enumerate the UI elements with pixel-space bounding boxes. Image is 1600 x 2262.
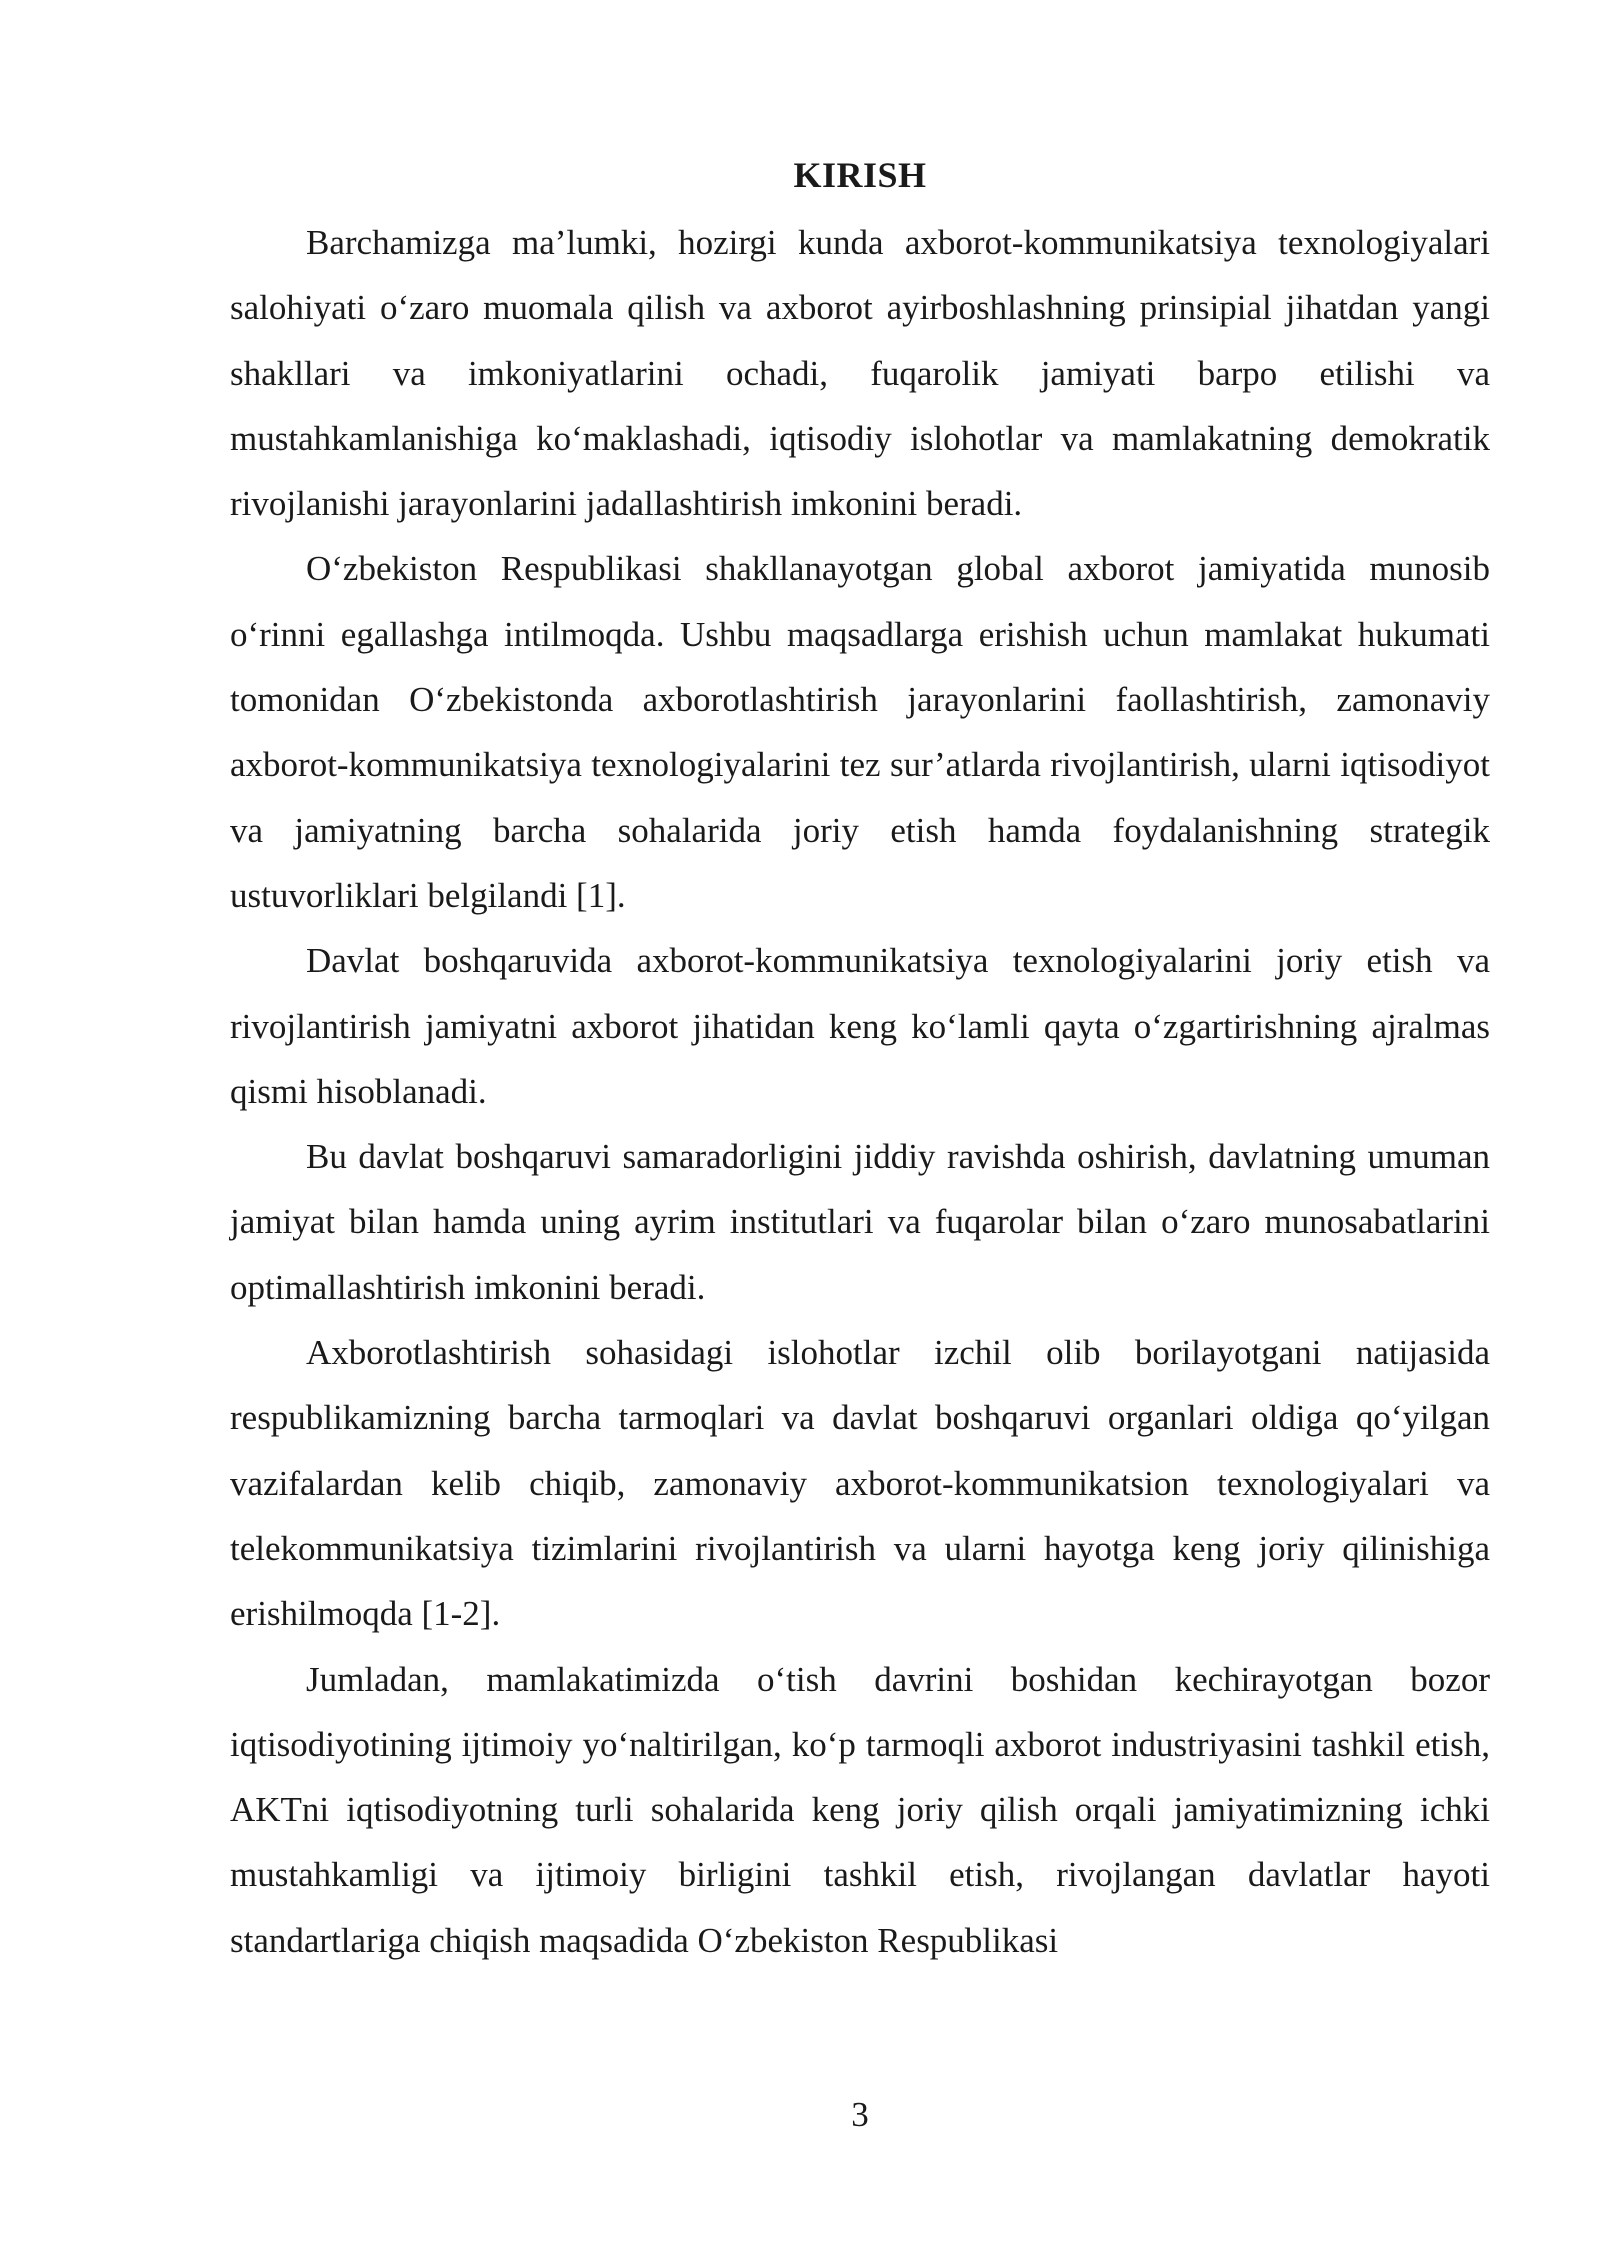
- paragraph: Jumladan, mamlakatimizda o‘tish davrini boshidan kechirayotgan bozor iqtisodiyotining ijtimoiy yo‘naltirilgan, ko‘p tarmoqli axborot industriyasini tashkil etish, AKTni iqtisodiyotning turli sohalarida keng joriy qilish orqali jamiyatimizning ichki mustahkamligi va ijtimoiy birligini tashkil etish, rivojlangan davlatlar hayoti standartlariga chiqish maqsadida O‘zbekiston Respublikasi: [230, 1659, 1490, 1960]
- body-text: [230, 210, 1490, 1973]
- paragraph: Davlat boshqaruvida axborot-kommunikatsiya texnologiyalarini joriy etish va rivojlantirish jamiyatni axborot jihatidan keng ko‘lamli qayta o‘zgartirishning ajralmas qismi hisoblanadi.: [230, 941, 1490, 1111]
- paragraph: Axborotlashtirish sohasidagi islohotlar izchil olib borilayotgani natijasida respublikamizning barcha tarmoqlari va davlat boshqaruvi organlari oldiga qo‘yilgan vazifalardan kelib chiqib, zamonaviy axborot-kommunikatsion texnologiyalari va telekommunikatsiya tizimlarini rivojlantirish va ularni hayotga keng joriy qilinishiga erishilmoqda [1-2].: [230, 1333, 1490, 1634]
- paragraph: Barchamizga ma’lumki, hozirgi kunda axborot-kommunikatsiya texnologiyalari salohiyati o‘zaro muomala qilish va axborot ayirboshlashning prinsipial jihatdan yangi shakllari va imkoniyatlarini ochadi, fuqarolik jamiyati barpo etilishi va mustahkamlanishiga ko‘maklashadi, iqtisodiy islohotlar va mamlakatning demokratik rivojlanishi jarayonlarini jadallashtirish imkonini beradi.: [230, 223, 1490, 524]
- section-heading: KIRISH: [793, 155, 927, 195]
- paragraph: Bu davlat boshqaruvi samaradorligini jiddiy ravishda oshirish, davlatning umuman jamiyat bilan hamda uning ayrim institutlari va fuqarolar bilan o‘zaro munosabatlarini optimallashtirish imkonini beradi.: [230, 1137, 1490, 1307]
- paragraph: O‘zbekiston Respublikasi shakllanayotgan global axborot jamiyatida munosib o‘rinni egallashga intilmoqda. Ushbu maqsadlarga erishish uchun mamlakat hukumati tomonidan O‘zbekistonda axborotlashtirish jarayonlarini faollashtirish, zamonaviy axborot-kommunikatsiya texnologiyalarini tez sur’atlarda rivojlantirish, ularni iqtisodiyot va jamiyatning barcha sohalarida joriy etish hamda foydalanishning strategik ustuvorliklari belgilandi [1].: [230, 549, 1490, 915]
- page-number: 3: [851, 2095, 869, 2134]
